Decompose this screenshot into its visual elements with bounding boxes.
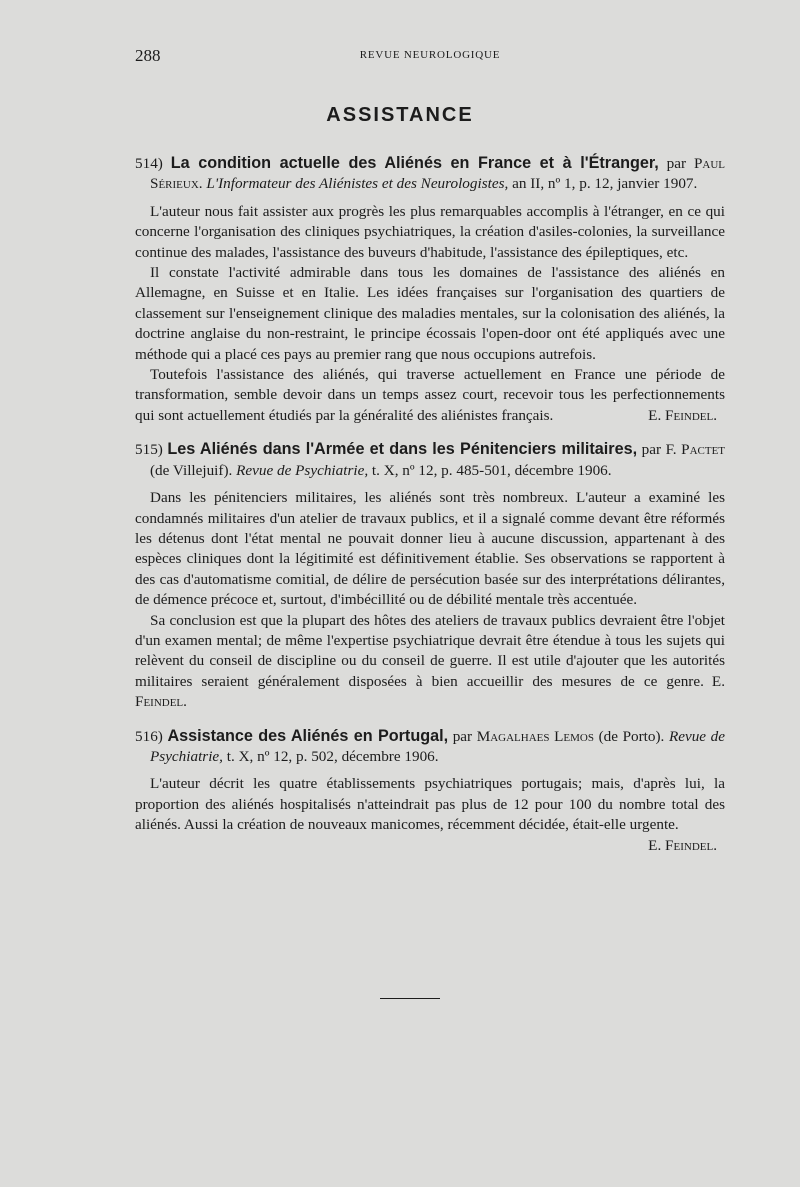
summary-paragraph: Dans les pénitenciers militaires, les aliénés sont très nombreux. L'auteur a examiné les condamnés militaires d'un atelier de travaux publics, et il a signalé comme devant être réformés les détenus dont l'état mental ne pouvait donner lieu à aucune discussion, appartenant à des espèces cliniques dont la légitimité est définitivement établie. Ses observations se rapportent à des cas d'automatisme comitial, de délire de persécution basée sur des interprétations délirantes, de démence précoce et, surtout, d'imbécillité ou de débilité mentale très accentuée. bbox=[135, 489, 725, 609]
entry-number: 516) bbox=[135, 727, 163, 745]
summary-paragraph: Il constate l'activité admirable dans tous les domaines de l'assistance des aliénés en Allemagne, en Suisse et en Italie. Les idées françaises sur l'organisation des quartiers de classement sur l'enseignement clinique des maladies mentales, sur la colonisation des aliénés, la doctrine anglaise du non-restraint, le principe écossais l'open-door ont été appliqués avec une méthode qui a placé ces pays au premier rang que nous occupions autrefois. bbox=[135, 264, 725, 363]
entry-affiliation: (de Villejuif). bbox=[150, 461, 233, 479]
entry-author: F. Pactet bbox=[665, 441, 726, 459]
summary-paragraph-text: Sa conclusion est que la plupart des hôtes des ateliers de travaux publics devraient être l'objet d'un examen mental; de même l'expertise psychiatrique devrait être étendue à tous les sujets qui relèvent du conseil de discipline ou du conseil de guerre. Il est utile d'ajouter que les autorités militaires seraient généralement disposées à bien accueillir des mesures de ce genre. bbox=[135, 611, 725, 690]
entry-author: Magalhaes Lemos bbox=[476, 727, 594, 745]
entry-summary bbox=[135, 488, 725, 712]
summary-paragraph-text: Toutefois l'assistance des aliénés, qui traverse actuellement en France une période de transformation, semble devoir dans un temps assez court, recevoir tous les perfectionnements qui sont actuellement étudiés par la généralité des aliénistes français. bbox=[135, 366, 725, 424]
entry-by: par bbox=[666, 155, 687, 172]
entry-author: Paul Sérieux. bbox=[150, 155, 726, 193]
entry-number: 515) bbox=[135, 441, 163, 459]
entry-source: Revue de Psychiatrie, bbox=[150, 727, 725, 765]
entry-affiliation: (de Porto). bbox=[598, 727, 665, 745]
entry-number: 514) bbox=[135, 155, 163, 172]
entry-citation: t. X, nº 12, p. 485-501, décembre 1906. bbox=[371, 461, 612, 479]
entry-summary bbox=[135, 774, 725, 854]
summary-paragraph bbox=[135, 365, 725, 426]
entry-citation: t. X, nº 12, p. 502, décembre 1906. bbox=[226, 747, 439, 765]
entry-heading bbox=[135, 726, 725, 768]
abstract-516 bbox=[135, 726, 725, 854]
entry-source: Revue de Psychiatrie, bbox=[236, 461, 369, 479]
summary-paragraph bbox=[135, 611, 725, 713]
entry-signature: E. Feindel. bbox=[135, 672, 725, 711]
entry-title: Les Aliénés dans l'Armée et dans les Pénitenciers militaires, bbox=[167, 440, 638, 459]
entry-heading bbox=[135, 439, 725, 481]
entry-source: L'Informateur des Aliénistes et des Neurologistes, bbox=[206, 175, 509, 193]
entry-title: La condition actuelle des Aliénés en France et à l'Étranger, bbox=[170, 154, 659, 172]
entry-summary bbox=[135, 202, 725, 426]
end-rule bbox=[380, 998, 440, 999]
entry-signature: E. Feindel. bbox=[648, 836, 717, 854]
journal-name: REVUE NEUROLOGIQUE bbox=[359, 49, 501, 61]
abstract-515 bbox=[135, 439, 725, 712]
entry-heading bbox=[135, 153, 725, 195]
abstracts bbox=[135, 153, 725, 856]
running-head bbox=[135, 46, 725, 66]
summary-paragraph: L'auteur nous fait assister aux progrès les plus remarquables accomplis à l'étranger, en ce qui concerne l'organisation des cliniques psychiatriques, la création d'asiles-colonies, la surveillance continue des malades, l'assistance des buveurs d'habitude, l'assistance des épileptiques, etc. bbox=[135, 202, 725, 261]
entry-by: par bbox=[452, 727, 473, 745]
abstract-514 bbox=[135, 153, 725, 426]
summary-paragraph-text: L'auteur décrit les quatre établissements psychiatriques portugais; mais, d'après lui, la proportion des aliénés hospitalisés n'atteindrait pas plus de 12 pour 100 du nombre total des aliénés. Aussi la création de nouveaux manicomes, récemment décidée, était-elle urgente. bbox=[135, 775, 725, 834]
entry-signature: E. Feindel. bbox=[648, 406, 717, 424]
summary-paragraph bbox=[135, 774, 725, 854]
section-title: ASSISTANCE bbox=[326, 104, 474, 126]
entry-citation: an II, nº 1, p. 12, janvier 1907. bbox=[512, 175, 698, 193]
page-number: 288 bbox=[135, 46, 161, 65]
entry-by: par bbox=[641, 441, 662, 459]
entry-title: Assistance des Aliénés en Portugal, bbox=[167, 726, 449, 745]
